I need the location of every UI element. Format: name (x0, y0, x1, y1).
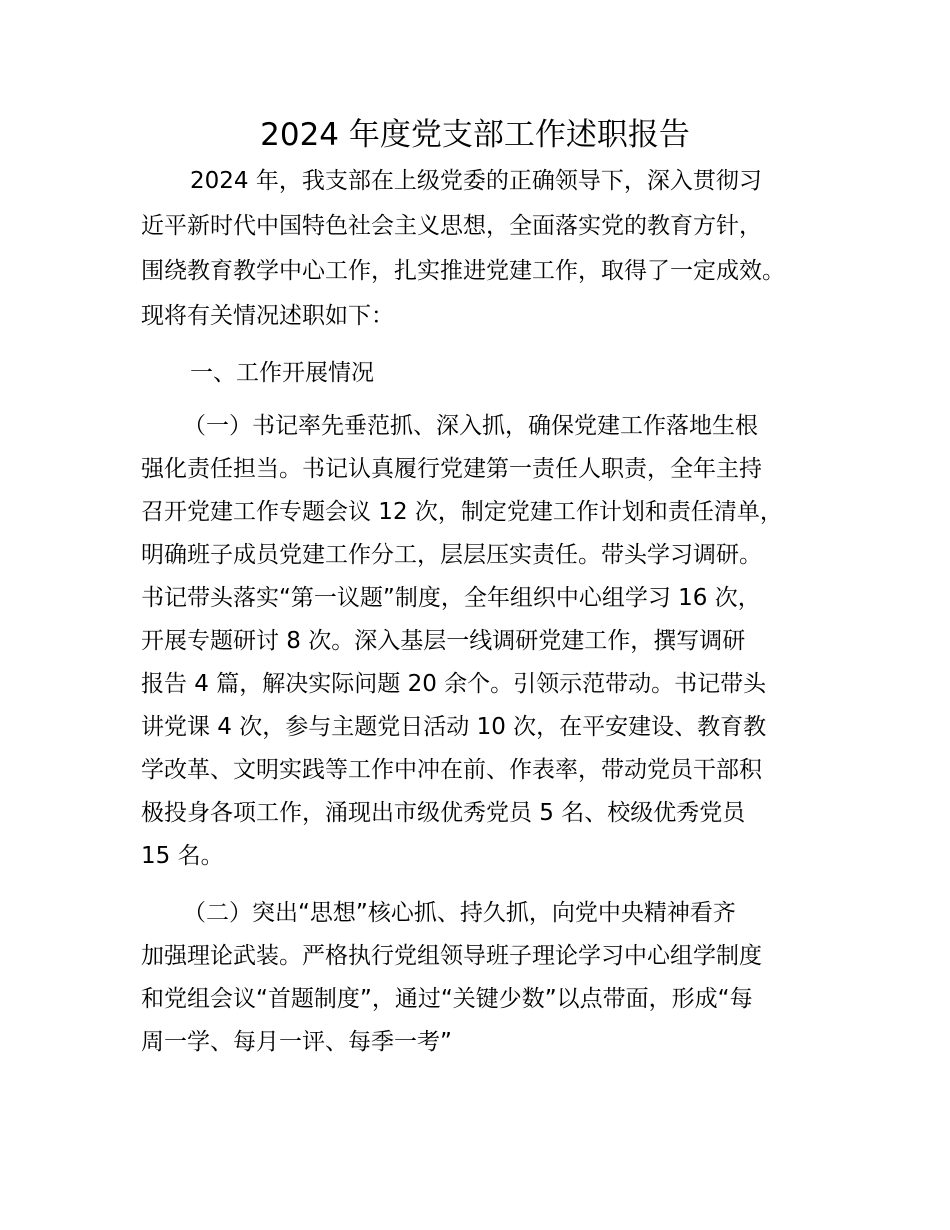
subsection-heading: （一）书记率先垂范抓、深入抓，确保党建工作落地生根 (183, 413, 758, 439)
paragraph-line: 讲党课 4 次，参与主题党日活动 10 次，在平安建设、教育教 (141, 714, 767, 740)
document-title: 2024 年度党支部工作述职报告 (260, 117, 690, 153)
subsection-heading: （二）突出“思想”核心抓、持久抓，向党中央精神看齐 (183, 900, 736, 926)
paragraph-line: 近平新时代中国特色社会主义思想，全面落实党的教育方针， (141, 213, 762, 239)
paragraph-line: 书记带头落实“第一议题”制度，全年组织中心组学习 16 次， (141, 585, 761, 611)
paragraph-line: 围绕教育教学中心工作，扎实推进党建工作，取得了一定成效。 (141, 258, 785, 284)
paragraph-line: 强化责任担当。书记认真履行党建第一责任人职责，全年主持 (141, 456, 762, 482)
paragraph-line: 报告 4 篇，解决实际问题 20 余个。引领示范带动。书记带头 (141, 671, 767, 697)
paragraph-line: 和党组会议“首题制度”，通过“关键少数”以点带面，形成“每 (141, 986, 753, 1012)
paragraph-line: 明确班子成员党建工作分工，层层压实责任。带头学习调研。 (141, 542, 762, 568)
paragraph-line: 现将有关情况述职如下： (141, 303, 394, 329)
paragraph-line: 加强理论武装。严格执行党组领导班子理论学习中心组学制度 (141, 943, 762, 969)
paragraph-line: 周一学、每月一评、每季一考” (141, 1029, 452, 1055)
paragraph-line: 极投身各项工作，涌现出市级优秀党员 5 名、校级优秀党员 (141, 800, 746, 826)
paragraph-line: 学改革、文明实践等工作中冲在前、作表率，带动党员干部积 (141, 757, 762, 783)
paragraph-line: 2024 年，我支部在上级党委的正确领导下，深入贯彻习 (190, 168, 762, 194)
paragraph-line: 开展专题研讨 8 次。深入基层一线调研党建工作，撰写调研 (141, 628, 746, 654)
paragraph-line: 召开党建工作专题会议 12 次，制定党建工作计划和责任清单， (141, 499, 783, 525)
paragraph-line: 15 名。 (141, 843, 224, 869)
section-heading: 一、工作开展情况 (190, 360, 374, 386)
